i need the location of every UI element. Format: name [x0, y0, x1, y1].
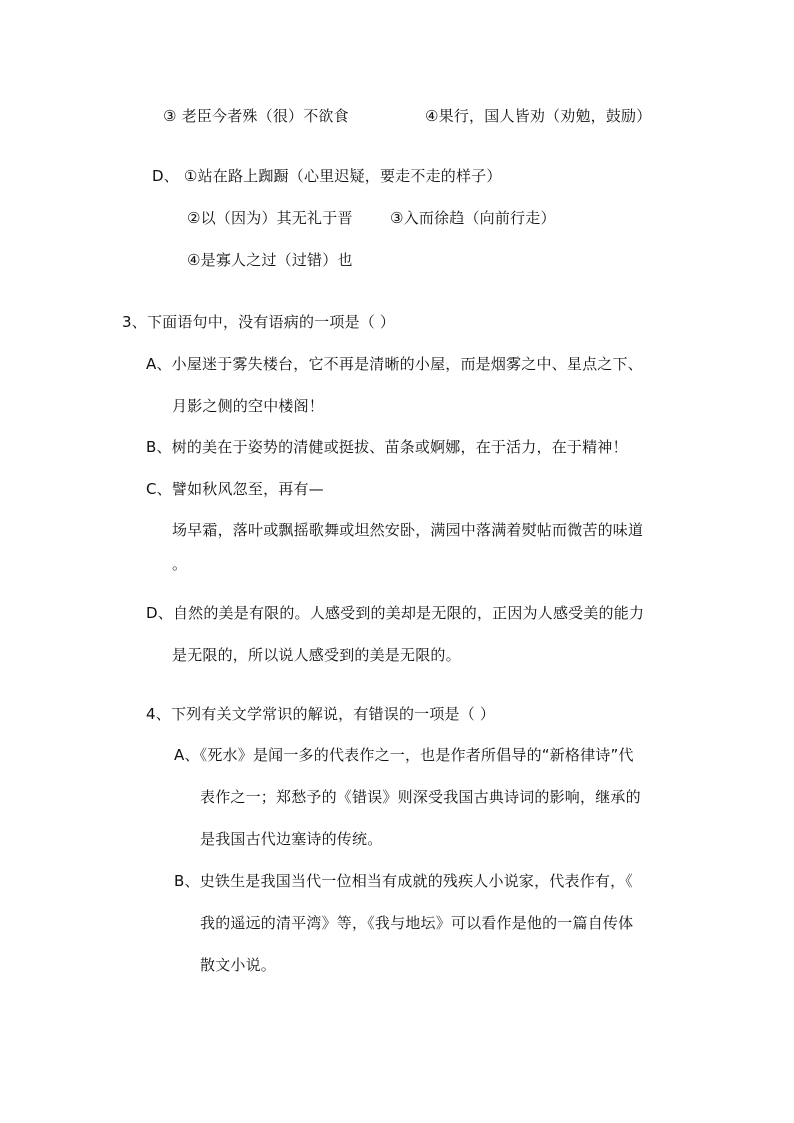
q2-option-d1: D、 ①站在路上踟蹰（心里迟疑，要走不走的样子）: [152, 167, 502, 185]
q3-option-d-line1: D、自然的美是有限的。人感受到的美却是无限的，正因为人感受美的能力: [146, 604, 645, 622]
q2-option-c4: ④果行，国人皆劝（劝勉，鼓励）: [425, 107, 652, 125]
q3-option-c-line2: 场早霜，落叶或飘摇歌舞或坦然安卧，满园中落满着熨帖而微苦的味道: [172, 521, 644, 539]
q4-stem: 4、下列有关文学常识的解说，有错误的一项是（ ）: [146, 705, 496, 723]
q4-option-a-line2: 表作之一；郑愁予的《错误》则深受我国古典诗词的影响，继承的: [200, 788, 641, 806]
q4-option-b-line3: 散文小说。: [200, 956, 277, 974]
q4-option-a-line1: A、《死水》是闻一多的代表作之一，也是作者所倡导的“新格律诗”代: [174, 746, 634, 764]
q3-stem: 3、下面语句中，没有语病的一项是（ ）: [122, 313, 396, 331]
q4-option-b-line2: 我的遥远的清平湾》等，《我与地坛》可以看作是他的一篇自传体: [200, 914, 634, 932]
q3-option-c-line3: 。: [172, 555, 188, 573]
q2-option-c3: ③ 老臣今者殊（很）不欲食: [163, 107, 349, 125]
q3-option-d-line2: 是无限的，所以说人感受到的美是无限的。: [172, 646, 461, 664]
q3-option-b: B、树的美在于姿势的清健或挺拔、苗条或婀娜，在于活力，在于精神！: [146, 438, 628, 456]
q3-option-c-line1: C、譬如秋风忽至，再有—: [146, 480, 324, 498]
q2-option-d4: ④是寡人之过（过错）也: [187, 251, 353, 269]
q3-option-a-line2: 月影之侧的空中楼阁！: [172, 397, 325, 415]
q4-option-a-line3: 是我国古代边塞诗的传统。: [200, 830, 383, 848]
q2-option-d3: ③入而徐趋（向前行走）: [390, 209, 556, 227]
q3-option-a-line1: A、小屋迷于雾失楼台，它不再是清晰的小屋，而是烟雾之中、星点之下、: [146, 355, 643, 373]
q2-option-d2: ②以（因为）其无礼于晋: [187, 209, 353, 227]
q4-option-b-line1: B、史铁生是我国当代一位相当有成就的残疾人小说家，代表作有，《: [174, 872, 633, 890]
